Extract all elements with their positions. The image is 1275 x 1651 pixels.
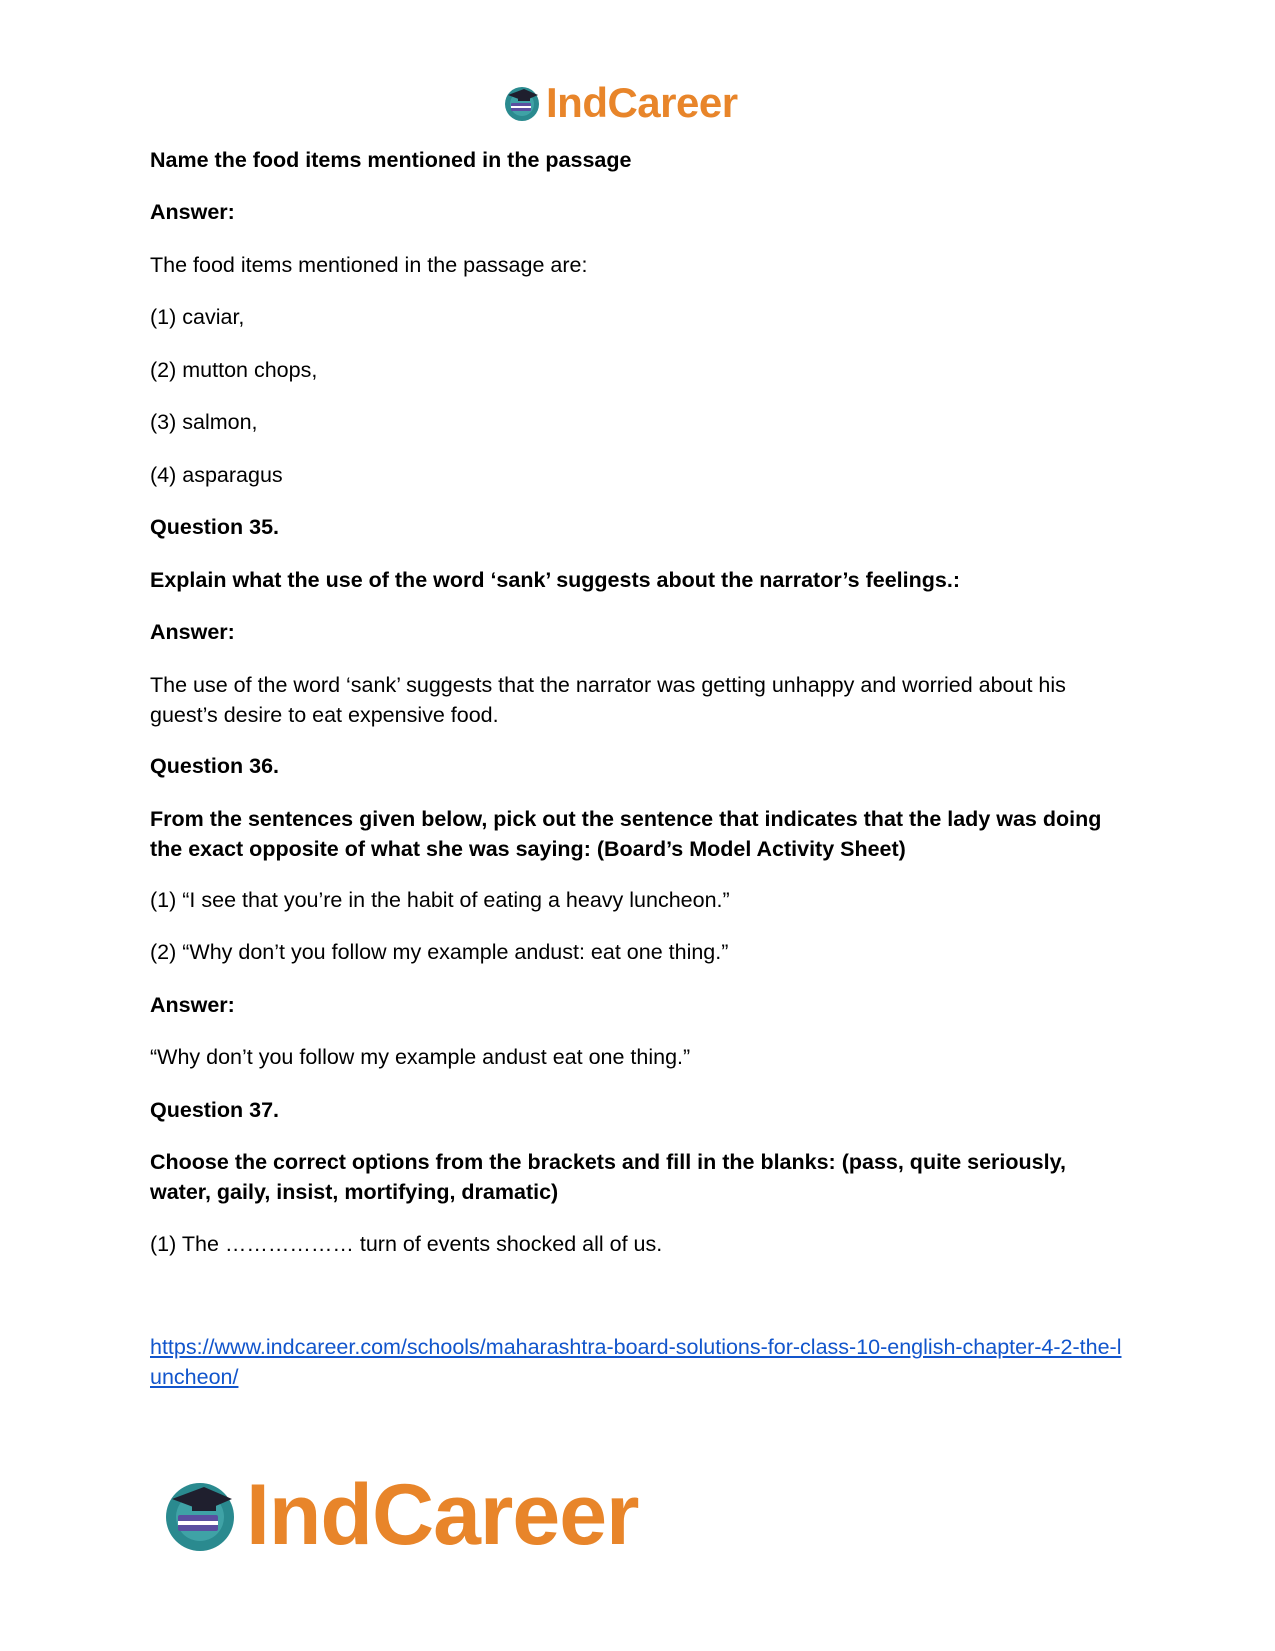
list-item: (2) mutton chops, bbox=[150, 358, 318, 382]
list-item: (3) salmon, bbox=[150, 410, 258, 434]
answer-label: Answer: bbox=[150, 620, 235, 644]
question-number: Question 37. bbox=[150, 1098, 280, 1122]
answer-text: The use of the word ‘sank’ suggests that the narrator was getting unhappy and worried about his guest’s desire to eat expensive food. bbox=[150, 673, 1066, 727]
brand-name: IndCareer bbox=[246, 1467, 639, 1563]
list-item: (4) asparagus bbox=[150, 463, 283, 487]
answer-text: The food items mentioned in the passage are: bbox=[150, 253, 588, 277]
list-item: (1) The ……………… turn of events shocked all of us. bbox=[150, 1232, 663, 1256]
graduation-globe-icon bbox=[160, 1475, 240, 1555]
list-item: (1) caviar, bbox=[150, 305, 245, 329]
question-heading: Name the food items mentioned in the passage bbox=[150, 148, 632, 172]
brand-name: IndCareer bbox=[546, 79, 738, 126]
source-link[interactable]: https://www.indcareer.com/schools/maharashtra-board-solutions-for-class-10-english-chapter-4-2-the-luncheon/ bbox=[150, 1335, 1122, 1389]
question-heading: From the sentences given below, pick out the sentence that indicates that the lady was doing the exact opposite of what she was saying: (Board’s Model Activity Sheet) bbox=[150, 807, 1102, 861]
question-heading: Choose the correct options from the brackets and fill in the blanks: (pass, quite seriously, water, gaily, insist, mortifying, dramatic) bbox=[150, 1150, 1066, 1204]
footer-logo bbox=[160, 1467, 639, 1563]
answer-label: Answer: bbox=[150, 200, 235, 224]
answer-label: Answer: bbox=[150, 993, 235, 1017]
question-heading: Explain what the use of the word ‘sank’ suggests about the narrator’s feelings.: bbox=[150, 568, 960, 592]
list-item: (1) “I see that you’re in the habit of eating a heavy luncheon.” bbox=[150, 888, 730, 912]
question-number: Question 36. bbox=[150, 754, 280, 778]
graduation-globe-icon bbox=[502, 83, 542, 123]
list-item: (2) “Why don’t you follow my example andust: eat one thing.” bbox=[150, 940, 729, 964]
question-number: Question 35. bbox=[150, 515, 280, 539]
answer-text: “Why don’t you follow my example andust eat one thing.” bbox=[150, 1045, 691, 1069]
header-logo bbox=[502, 78, 738, 128]
